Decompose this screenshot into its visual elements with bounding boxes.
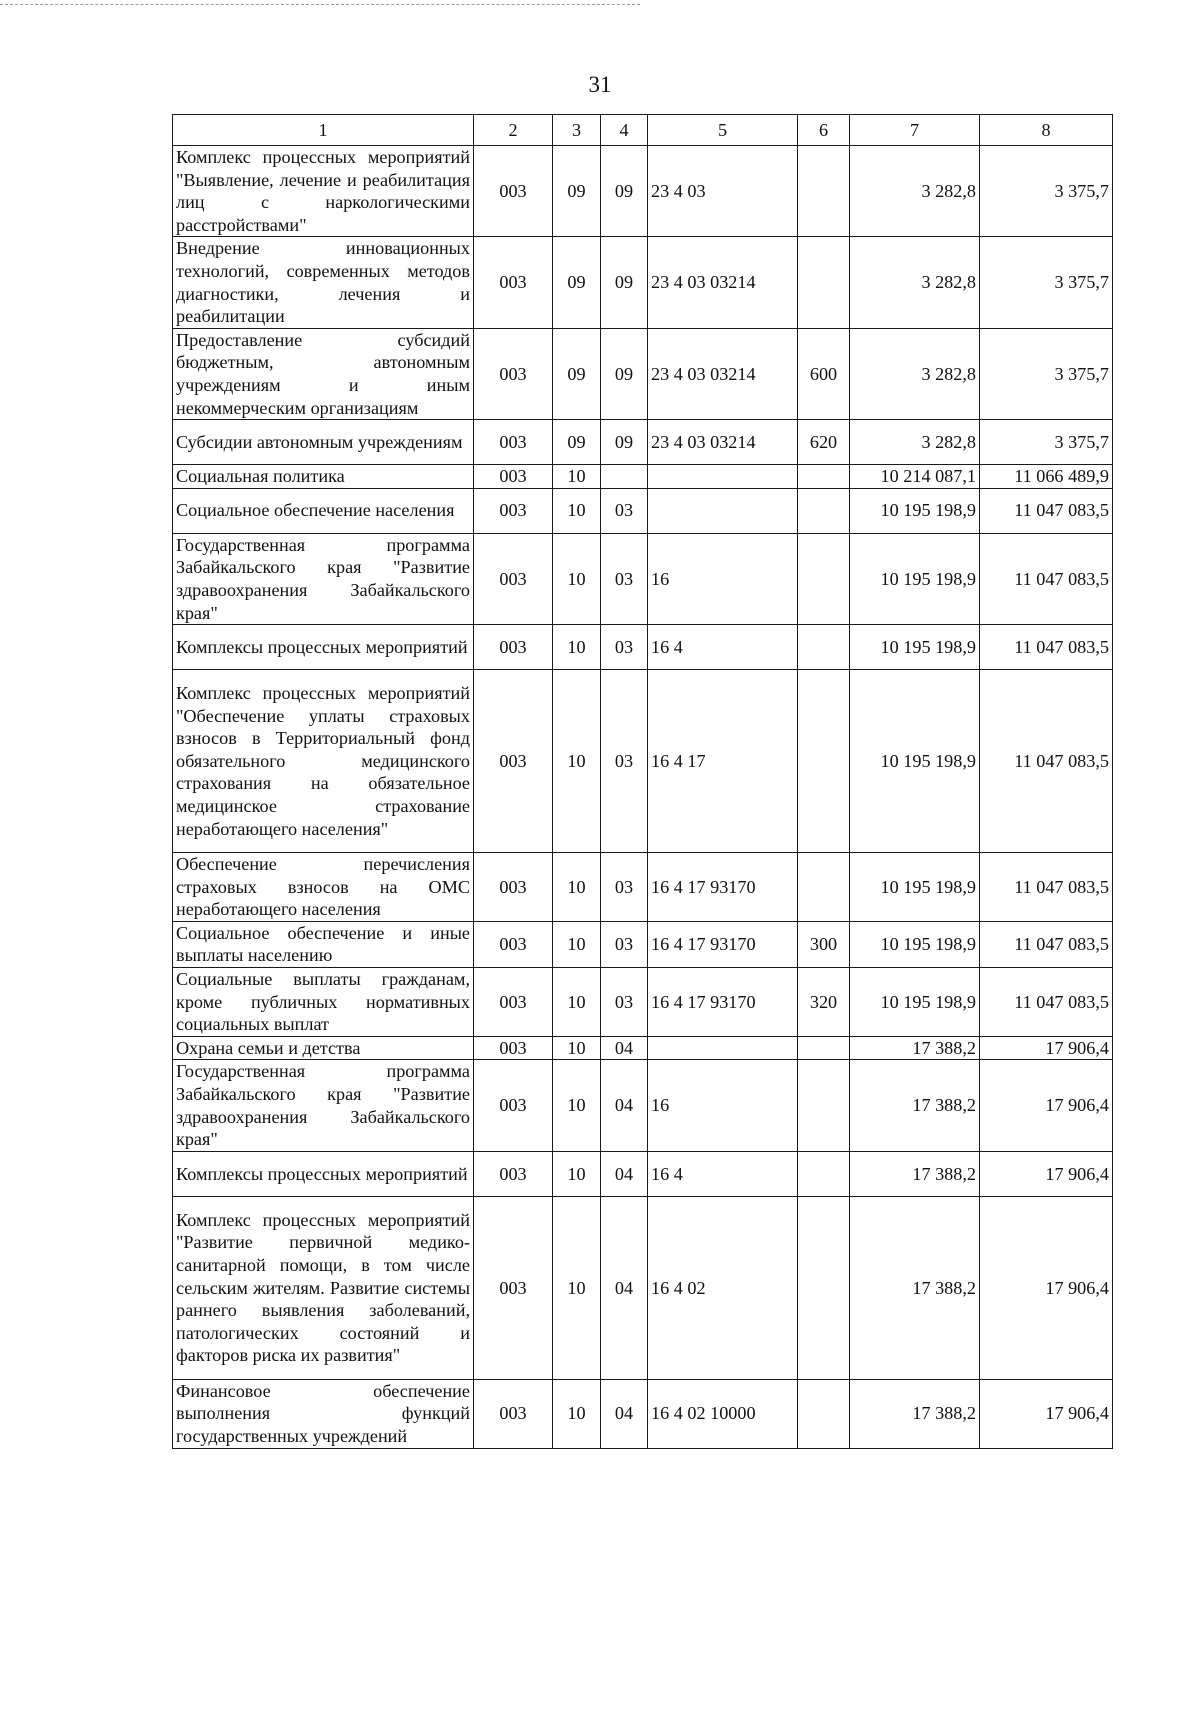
- row-section-code: 09: [553, 146, 601, 237]
- row-expense-type: 320: [798, 968, 850, 1037]
- header-col-8: 8: [980, 115, 1113, 146]
- row-amount-year-1: 10 195 198,9: [850, 625, 980, 670]
- row-section-code: 10: [553, 853, 601, 922]
- row-amount-year-2: 11 047 083,5: [980, 921, 1113, 967]
- row-section-code: 10: [553, 1379, 601, 1448]
- row-name: Комплексы процессных мероприятий: [173, 625, 474, 670]
- row-name: Комплекс процессных мероприятий "Развитие первичной медико-санитарной помощи, в том числе сельским жителям. Развитие системы раннего выявления заболеваний, патологических состояний и факторов риска их развития": [173, 1196, 474, 1379]
- row-amount-year-2: 11 047 083,5: [980, 853, 1113, 922]
- row-subsection-code: 03: [601, 921, 648, 967]
- row-amount-year-2: 17 906,4: [980, 1036, 1113, 1060]
- row-target-article: [648, 488, 798, 533]
- row-section-code: 10: [553, 625, 601, 670]
- row-target-article: 16 4 17: [648, 670, 798, 853]
- row-amount-year-2: 11 047 083,5: [980, 533, 1113, 624]
- row-name: Финансовое обеспечение выполнения функций государственных учреждений: [173, 1379, 474, 1448]
- table-row: [173, 420, 1113, 465]
- row-section-code: 09: [553, 328, 601, 419]
- row-subsection-code: 04: [601, 1036, 648, 1060]
- row-amount-year-1: 3 282,8: [850, 420, 980, 465]
- row-amount-year-1: 3 282,8: [850, 328, 980, 419]
- table-row: [173, 670, 1113, 853]
- row-amount-year-1: 17 388,2: [850, 1196, 980, 1379]
- row-amount-year-2: 17 906,4: [980, 1151, 1113, 1196]
- table-row: [173, 465, 1113, 489]
- row-ministry-code: 003: [474, 1060, 553, 1151]
- row-ministry-code: 003: [474, 1151, 553, 1196]
- row-expense-type: [798, 853, 850, 922]
- row-section-code: 10: [553, 533, 601, 624]
- row-name: Государственная программа Забайкальского края "Развитие здравоохранения Забайкальского края": [173, 533, 474, 624]
- row-name: Обеспечение перечисления страховых взносов на ОМС неработающего населения: [173, 853, 474, 922]
- row-ministry-code: 003: [474, 968, 553, 1037]
- row-target-article: 23 4 03 03214: [648, 237, 798, 328]
- row-section-code: 10: [553, 1151, 601, 1196]
- row-ministry-code: 003: [474, 420, 553, 465]
- row-target-article: 16 4 17 93170: [648, 968, 798, 1037]
- row-name: Предоставление субсидий бюджетным, автономным учреждениям и иным некоммерческим организациям: [173, 328, 474, 419]
- table-row: [173, 968, 1113, 1037]
- row-target-article: 16 4: [648, 1151, 798, 1196]
- row-target-article: 23 4 03: [648, 146, 798, 237]
- table-row: [173, 237, 1113, 328]
- row-target-article: 16 4: [648, 625, 798, 670]
- table-header-row: [173, 115, 1113, 146]
- row-amount-year-1: 10 195 198,9: [850, 853, 980, 922]
- row-section-code: 10: [553, 921, 601, 967]
- table-row: [173, 1060, 1113, 1151]
- row-amount-year-2: 11 047 083,5: [980, 488, 1113, 533]
- row-subsection-code: 04: [601, 1060, 648, 1151]
- row-expense-type: [798, 670, 850, 853]
- row-ministry-code: 003: [474, 488, 553, 533]
- row-amount-year-2: 11 047 083,5: [980, 670, 1113, 853]
- table-row: [173, 1151, 1113, 1196]
- table-row: [173, 488, 1113, 533]
- row-amount-year-1: 10 195 198,9: [850, 968, 980, 1037]
- page-number: 31: [588, 72, 612, 97]
- row-amount-year-2: 3 375,7: [980, 420, 1113, 465]
- row-ministry-code: 003: [474, 921, 553, 967]
- row-subsection-code: 03: [601, 625, 648, 670]
- row-expense-type: [798, 1196, 850, 1379]
- row-name: Комплекс процессных мероприятий "Обеспечение уплаты страховых взносов в Территориальный фонд обязательного медицинского страхования на обязательное медицинское страхование неработающего населения": [173, 670, 474, 853]
- row-target-article: 16: [648, 533, 798, 624]
- row-subsection-code: 03: [601, 533, 648, 624]
- row-expense-type: 300: [798, 921, 850, 967]
- row-amount-year-2: 17 906,4: [980, 1196, 1113, 1379]
- row-section-code: 10: [553, 670, 601, 853]
- table-row: [173, 921, 1113, 967]
- row-amount-year-1: 17 388,2: [850, 1151, 980, 1196]
- row-expense-type: [798, 1151, 850, 1196]
- row-subsection-code: 09: [601, 420, 648, 465]
- row-ministry-code: 003: [474, 1036, 553, 1060]
- row-subsection-code: 04: [601, 1196, 648, 1379]
- row-amount-year-1: 10 214 087,1: [850, 465, 980, 489]
- row-section-code: 09: [553, 237, 601, 328]
- row-name: Социальная политика: [173, 465, 474, 489]
- scan-edge-line: [0, 4, 640, 5]
- row-section-code: 10: [553, 968, 601, 1037]
- row-amount-year-1: 3 282,8: [850, 237, 980, 328]
- row-amount-year-1: 10 195 198,9: [850, 488, 980, 533]
- header-col-2: 2: [474, 115, 553, 146]
- row-expense-type: [798, 1060, 850, 1151]
- row-amount-year-2: 3 375,7: [980, 328, 1113, 419]
- row-amount-year-2: 3 375,7: [980, 237, 1113, 328]
- row-amount-year-2: 17 906,4: [980, 1060, 1113, 1151]
- row-expense-type: [798, 533, 850, 624]
- row-amount-year-2: 3 375,7: [980, 146, 1113, 237]
- header-col-1: 1: [173, 115, 474, 146]
- row-target-article: 16: [648, 1060, 798, 1151]
- row-subsection-code: 09: [601, 328, 648, 419]
- row-amount-year-1: 10 195 198,9: [850, 533, 980, 624]
- table-row: [173, 1196, 1113, 1379]
- row-subsection-code: 09: [601, 146, 648, 237]
- row-expense-type: [798, 465, 850, 489]
- row-amount-year-2: 11 047 083,5: [980, 968, 1113, 1037]
- row-target-article: [648, 465, 798, 489]
- row-name: Охрана семьи и детства: [173, 1036, 474, 1060]
- table-row: [173, 146, 1113, 237]
- row-ministry-code: 003: [474, 237, 553, 328]
- row-target-article: 16 4 02: [648, 1196, 798, 1379]
- header-col-4: 4: [601, 115, 648, 146]
- row-amount-year-1: 3 282,8: [850, 146, 980, 237]
- row-subsection-code: 03: [601, 488, 648, 533]
- row-ministry-code: 003: [474, 146, 553, 237]
- row-section-code: 10: [553, 1196, 601, 1379]
- row-ministry-code: 003: [474, 1379, 553, 1448]
- row-amount-year-1: 17 388,2: [850, 1036, 980, 1060]
- row-target-article: 16 4 17 93170: [648, 921, 798, 967]
- row-section-code: 10: [553, 488, 601, 533]
- row-expense-type: [798, 1379, 850, 1448]
- header-col-7: 7: [850, 115, 980, 146]
- row-name: Государственная программа Забайкальского края "Развитие здравоохранения Забайкальского края": [173, 1060, 474, 1151]
- row-subsection-code: 03: [601, 670, 648, 853]
- row-target-article: 16 4 17 93170: [648, 853, 798, 922]
- row-amount-year-2: 11 047 083,5: [980, 625, 1113, 670]
- row-subsection-code: 04: [601, 1151, 648, 1196]
- row-name: Комплексы процессных мероприятий: [173, 1151, 474, 1196]
- row-name: Комплекс процессных мероприятий "Выявление, лечение и реабилитация лиц с наркологическими расстройствами": [173, 146, 474, 237]
- row-ministry-code: 003: [474, 465, 553, 489]
- row-target-article: 23 4 03 03214: [648, 328, 798, 419]
- row-name: Субсидии автономным учреждениям: [173, 420, 474, 465]
- row-section-code: 10: [553, 465, 601, 489]
- header-col-3: 3: [553, 115, 601, 146]
- row-expense-type: [798, 237, 850, 328]
- row-section-code: 09: [553, 420, 601, 465]
- row-ministry-code: 003: [474, 1196, 553, 1379]
- row-ministry-code: 003: [474, 533, 553, 624]
- row-ministry-code: 003: [474, 670, 553, 853]
- row-ministry-code: 003: [474, 853, 553, 922]
- row-expense-type: 600: [798, 328, 850, 419]
- row-target-article: 23 4 03 03214: [648, 420, 798, 465]
- row-subsection-code: 03: [601, 968, 648, 1037]
- row-ministry-code: 003: [474, 625, 553, 670]
- table-row: [173, 533, 1113, 624]
- table-row: [173, 625, 1113, 670]
- row-expense-type: [798, 488, 850, 533]
- row-amount-year-1: 17 388,2: [850, 1379, 980, 1448]
- row-section-code: 10: [553, 1060, 601, 1151]
- row-expense-type: [798, 1036, 850, 1060]
- row-amount-year-2: 11 066 489,9: [980, 465, 1113, 489]
- row-amount-year-1: 10 195 198,9: [850, 670, 980, 853]
- row-subsection-code: 09: [601, 237, 648, 328]
- budget-table: [172, 114, 1113, 1449]
- row-expense-type: [798, 625, 850, 670]
- table-row: [173, 1036, 1113, 1060]
- row-section-code: 10: [553, 1036, 601, 1060]
- row-expense-type: [798, 146, 850, 237]
- row-name: Внедрение инновационных технологий, современных методов диагностики, лечения и реабилитации: [173, 237, 474, 328]
- row-subsection-code: 03: [601, 853, 648, 922]
- row-amount-year-1: 10 195 198,9: [850, 921, 980, 967]
- table-row: [173, 853, 1113, 922]
- row-target-article: [648, 1036, 798, 1060]
- row-name: Социальное обеспечение и иные выплаты населению: [173, 921, 474, 967]
- row-name: Социальное обеспечение населения: [173, 488, 474, 533]
- row-subsection-code: 04: [601, 1379, 648, 1448]
- row-ministry-code: 003: [474, 328, 553, 419]
- row-name: Социальные выплаты гражданам, кроме публичных нормативных социальных выплат: [173, 968, 474, 1037]
- header-col-6: 6: [798, 115, 850, 146]
- row-expense-type: 620: [798, 420, 850, 465]
- row-target-article: 16 4 02 10000: [648, 1379, 798, 1448]
- row-amount-year-2: 17 906,4: [980, 1379, 1113, 1448]
- table-row: [173, 328, 1113, 419]
- row-amount-year-1: 17 388,2: [850, 1060, 980, 1151]
- row-subsection-code: [601, 465, 648, 489]
- table-row: [173, 1379, 1113, 1448]
- header-col-5: 5: [648, 115, 798, 146]
